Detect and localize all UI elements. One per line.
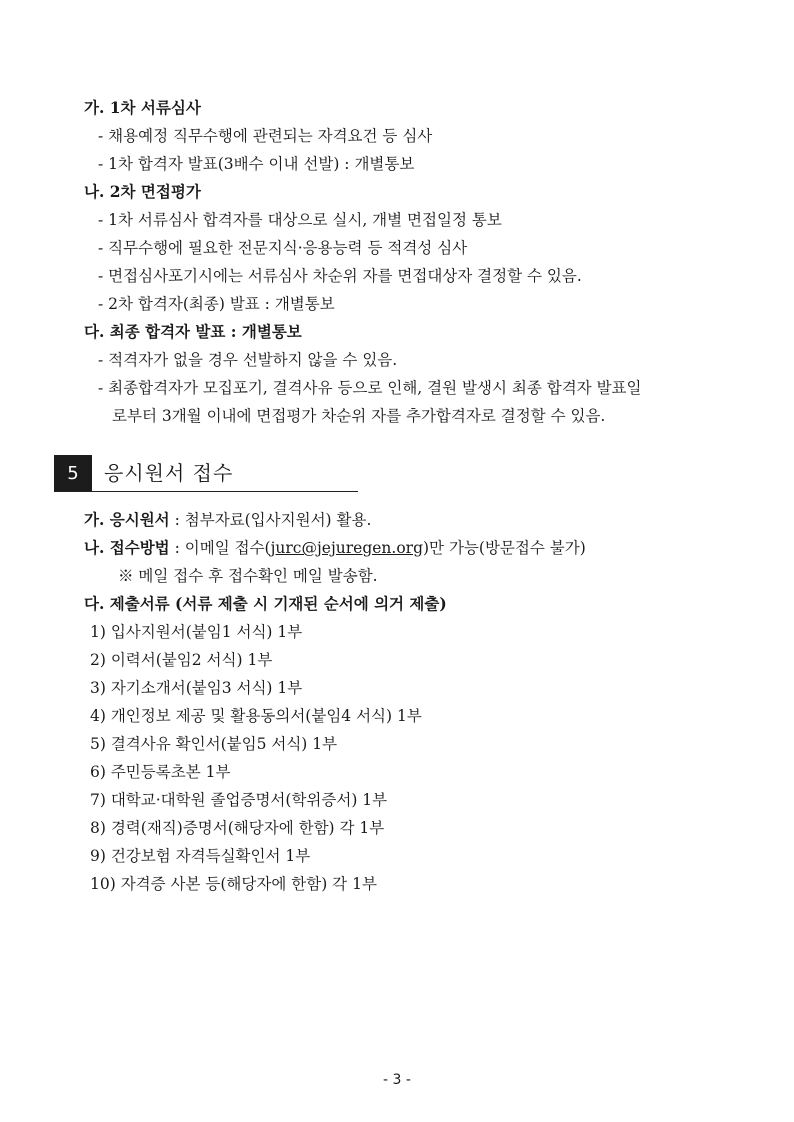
submission-method-label: 나. 접수방법 (84, 538, 170, 557)
document-item: 5) 결격사유 확인서(붙임5 서식) 1부 (90, 735, 338, 753)
application-form-line (84, 506, 764, 534)
document-item: 9) 건강보험 자격득실확인서 1부 (90, 847, 311, 865)
first-screening-item: - 1차 합격자 발표(3배수 이내 선발) : 개별통보 (98, 155, 415, 173)
final-announcement-heading: 다. 최종 합격자 발표 : 개별통보 (84, 322, 302, 341)
document-item: 10) 자격증 사본 등(해당자에 한함) 각 1부 (90, 875, 377, 893)
section-number-badge: 5 (54, 455, 92, 491)
document-item: 3) 자기소개서(붙임3 서식) 1부 (90, 679, 303, 697)
second-interview-item: - 직무수행에 필요한 전문지식·응용능력 등 적격성 심사 (98, 239, 468, 257)
first-screening-heading: 가. 1차 서류심사 (84, 98, 201, 117)
submission-method-text-after: )만 가능(방문접수 불가) (423, 539, 586, 557)
final-announcement-continuation: 로부터 3개월 이내에 면접평가 차순위 자를 추가합격자로 결정할 수 있음. (112, 407, 606, 425)
second-interview-heading: 나. 2차 면접평가 (84, 182, 201, 201)
application-form-label: 가. 응시원서 (84, 510, 170, 529)
page-number: - 3 - (383, 1072, 411, 1088)
email-link[interactable]: jurc@jejuregen.org (270, 539, 423, 557)
section-5-header (54, 455, 358, 492)
document-item: 4) 개인정보 제공 및 활용동의서(붙임4 서식) 1부 (90, 707, 422, 725)
second-interview-item: - 2차 합격자(최종) 발표 : 개별통보 (98, 295, 335, 313)
document-item: 6) 주민등록초본 1부 (90, 763, 231, 781)
application-receipt (84, 506, 764, 898)
submission-note: ※ 메일 접수 후 접수확인 메일 발송함. (118, 567, 378, 585)
submission-method-text: : 이메일 접수( (169, 539, 271, 557)
first-screening-item: - 채용예정 직무수행에 관련되는 자격요건 등 심사 (98, 127, 433, 145)
final-announcement-item: - 최종합격자가 모집포기, 결격사유 등으로 인해, 결원 발생시 최종 합격자 발표일 (98, 379, 642, 397)
second-interview-item: - 면접심사포기시에는 서류심사 차순위 자를 면접대상자 결정할 수 있음. (98, 267, 582, 285)
application-form-text: : 첨부자료(입사지원서) 활용. (169, 511, 372, 529)
document-item: 2) 이력서(붙임2 서식) 1부 (90, 651, 273, 669)
document-item: 7) 대학교·대학원 졸업증명서(학위증서) 1부 (90, 791, 388, 809)
document-item: 1) 입사지원서(붙임1 서식) 1부 (90, 623, 303, 641)
document-item: 8) 경력(재직)증명서(해당자에 한함) 각 1부 (90, 819, 385, 837)
second-interview-item: - 1차 서류심사 합격자를 대상으로 실시, 개별 면접일정 통보 (98, 211, 502, 229)
screening-process (84, 94, 764, 430)
section-title: 응시원서 접수 (104, 461, 234, 485)
final-announcement-item: - 적격자가 없을 경우 선발하지 않을 수 있음. (98, 351, 398, 369)
documents-heading: 다. 제출서류 (서류 제출 시 기재된 순서에 의거 제출) (84, 594, 447, 613)
submission-method-line (84, 534, 764, 562)
